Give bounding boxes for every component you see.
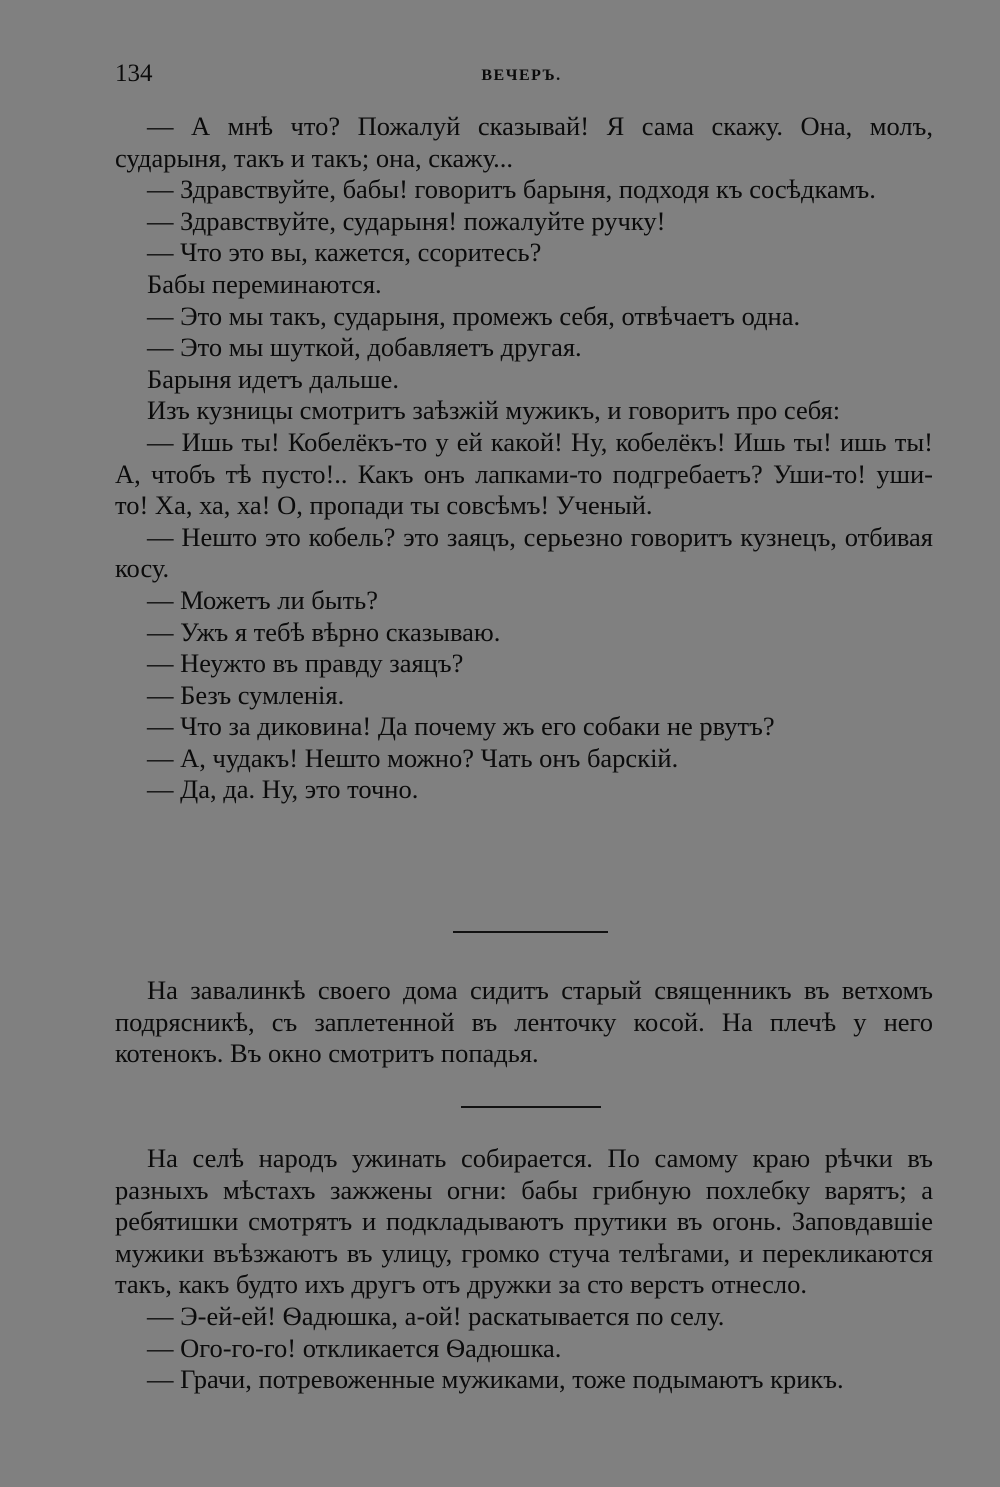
page-number: 134 [115, 60, 153, 87]
paragraph: — Что за диковина! Да почему жъ его собаки не рвутъ? [147, 711, 775, 742]
paragraph: — Нешто это кобель? это заяцъ, серьезно говоритъ кузнецъ, отбивая косу. [115, 521, 933, 584]
paragraph: Барыня идетъ дальше. [147, 363, 399, 394]
paragraph: — Что это вы, кажется, ссоритесь? [147, 237, 542, 268]
paragraph: — Это мы такъ, сударыня, промежъ себя, отвѣчаетъ одна. [147, 300, 801, 331]
paragraph: — Ужъ я тебѣ вѣрно сказываю. [147, 616, 501, 647]
paragraph: — Да, да. Ну, это точно. [147, 774, 419, 805]
paragraph: Изъ кузницы смотритъ заѣзжій мужикъ, и говоритъ про себя: [147, 395, 841, 426]
paragraph: — Здравствуйте, бабы! говоритъ барыня, подходя къ сосѣдкамъ. [147, 174, 876, 205]
paragraph: — Ого-го-го! откликается Ѳадюшка. [147, 1332, 562, 1363]
paragraph: — А мнѣ что? Пожалуй сказывай! Я сама скажу. Она, молъ, сударыня, такъ и такъ; она, скажу... [115, 111, 933, 173]
paragraph: — Можетъ ли быть? [147, 584, 378, 615]
paragraph: На завалинкѣ своего дома сидитъ старый священникъ въ ветхомъ подрясникѣ, съ заплетенной въ ленточку косой. На плечѣ у него котенокъ. Въ окно смотритъ попадья. [115, 975, 933, 1069]
paragraph: Бабы переминаются. [147, 268, 382, 299]
section-divider [461, 1106, 601, 1108]
page-header [115, 58, 928, 90]
paragraph: — Грачи, потревоженные мужиками, тоже подымаютъ крикъ. [147, 1364, 844, 1395]
paragraph: — Неужто въ правду заяцъ? [147, 648, 464, 679]
paragraph: — Это мы шуткой, добавляетъ другая. [147, 332, 582, 363]
paragraph: — А, чудакъ! Нешто можно? Чать онъ барскій. [147, 742, 679, 773]
text-section-1 [115, 111, 933, 806]
paragraph: — Здравствуйте, сударыня! пожалуйте ручку! [147, 205, 666, 236]
text-section-3 [115, 1143, 933, 1396]
paragraph: — Э-ей-ей! Ѳадюшка, а-ой! раскатывается по селу. [147, 1300, 725, 1331]
text-section-2 [115, 975, 933, 1070]
paragraph: — Безъ сумленія. [147, 679, 345, 710]
paragraph: На селѣ народъ ужинать собирается. По самому краю рѣчки въ разныхъ мѣстахъ зажжены огни: бабы грибную похлебку варятъ; а ребятишки смотрятъ и подкладываютъ прутики въ огонь. Заповдавшіе мужики въѣзжаютъ въ улицу, громко стуча телѣгами, и перекликаются такъ, какъ будто ихъ другъ отъ дружки за сто верстъ отнесло. [115, 1143, 933, 1300]
paragraph: — Ишь ты! Кобелёкъ-то у ей какой! Ну, кобелёкъ! Ишь ты! ишь ты! А, чтобъ тѣ пусто!.. Какъ онъ лапками-то подгребаетъ? Уши-то! уши-то! Ха, ха, ха! О, пропади ты совсѣмъ! Ученый. [115, 426, 933, 521]
section-divider [453, 931, 608, 933]
running-title: ВЕЧЕРЪ. [481, 67, 562, 84]
